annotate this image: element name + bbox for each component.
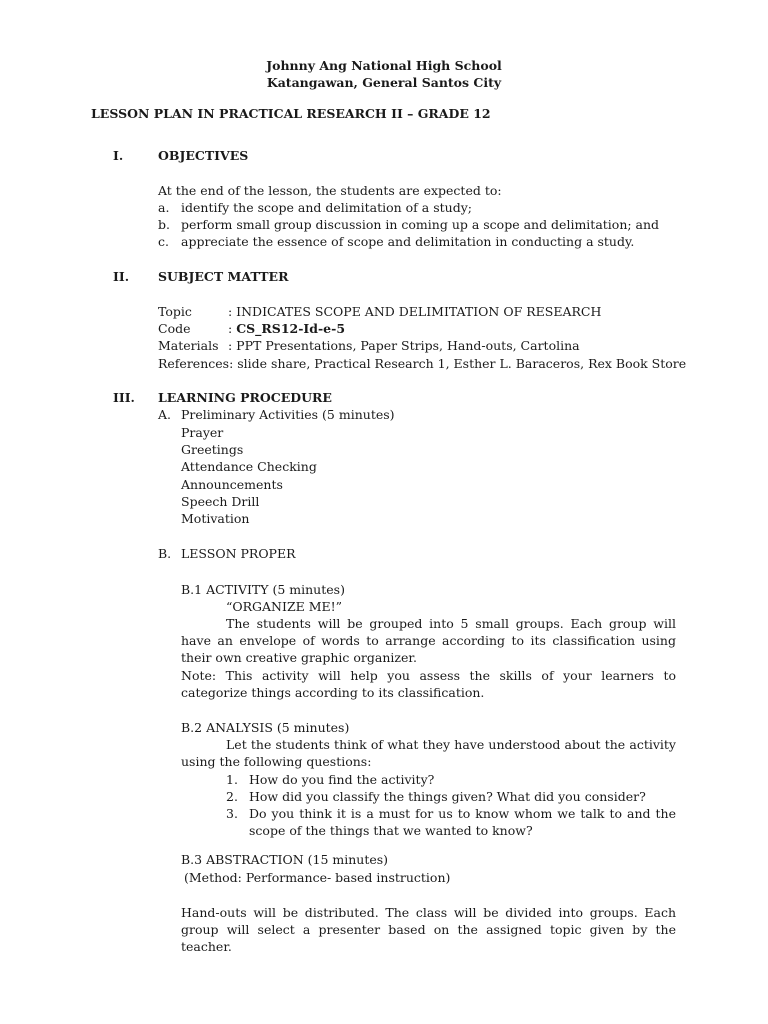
question-text: How did you classify the things given? What did you consider?: [249, 789, 646, 804]
preliminary-item: Announcements: [181, 477, 283, 492]
section-numeral-procedure: III.: [113, 390, 135, 405]
section-numeral-subject: II.: [113, 269, 130, 284]
section-numeral-objectives: I.: [113, 148, 124, 163]
code-value: CS_RS12-Id-e-5: [236, 321, 346, 336]
abstraction-method: (Method: Performance- based instruction): [184, 870, 451, 885]
school-name: Johnny Ang National High School: [266, 58, 502, 73]
objective-letter: c.: [158, 234, 169, 249]
question-number: 1.: [226, 772, 238, 787]
analysis-title: B.2 ANALYSIS (5 minutes): [181, 720, 350, 735]
objective-text: appreciate the essence of scope and delimitation in conducting a study.: [181, 234, 635, 249]
section-heading-subject: SUBJECT MATTER: [158, 269, 289, 284]
objective-text: perform small group discussion in coming up a scope and delimitation; and: [181, 217, 660, 232]
analysis-paragraph: Let the students think of what they have understood about the activity using the following questions:: [181, 737, 676, 769]
section-heading-objectives: OBJECTIVES: [158, 148, 249, 163]
preliminary-item: Greetings: [181, 442, 244, 457]
preliminary-item: Attendance Checking: [181, 459, 317, 474]
code-value-line: [228, 320, 345, 337]
objective-letter: a.: [158, 200, 170, 215]
subsection-letter: A.: [158, 407, 172, 422]
document-title: LESSON PLAN IN PRACTICAL RESEARCH II – GRADE 12: [91, 106, 491, 121]
section-heading-procedure: LEARNING PROCEDURE: [158, 390, 332, 405]
preliminary-item: Motivation: [181, 511, 250, 526]
activity-note: Note: This activity will help you assess the skills of your learners to categorize things according to its classification.: [181, 668, 676, 700]
preliminary-item: Speech Drill: [181, 494, 260, 509]
topic-value: : INDICATES SCOPE AND DELIMITATION OF RESEARCH: [228, 304, 602, 319]
question-text: How do you find the activity?: [249, 772, 435, 787]
activity-title: B.1 ACTIVITY (5 minutes): [181, 582, 345, 597]
abstraction-title: B.3 ABSTRACTION (15 minutes): [181, 852, 389, 867]
question-number: 2.: [226, 789, 238, 804]
objective-letter: b.: [158, 217, 170, 232]
lesson-proper-title: LESSON PROPER: [181, 546, 296, 561]
activity-quote: “ORGANIZE ME!”: [226, 599, 343, 614]
references: References: slide share, Practical Research 1, Esther L. Baraceros, Rex Book Store: [158, 356, 687, 371]
question-number: 3.: [226, 806, 238, 821]
code-colon: :: [228, 321, 237, 336]
preliminary-title: Preliminary Activities (5 minutes): [181, 407, 395, 422]
objective-text: identify the scope and delimitation of a study;: [181, 200, 472, 215]
abstraction-paragraph: Hand-outs will be distributed. The class will be divided into groups. Each group will select a presenter based on the assigned topic given by the teacher.: [181, 905, 676, 954]
school-location: Katangawan, General Santos City: [266, 75, 502, 90]
question-text: Do you think it is a must for us to know whom we talk to and the scope of the things that we wanted to know?: [249, 806, 676, 838]
subsection-letter: B.: [158, 546, 172, 561]
materials-label: Materials: [158, 338, 219, 353]
materials-value: : PPT Presentations, Paper Strips, Hand-outs, Cartolina: [228, 338, 580, 353]
preliminary-item: Prayer: [181, 425, 224, 440]
objectives-intro: At the end of the lesson, the students are expected to:: [158, 183, 502, 198]
topic-label: Topic: [158, 304, 192, 319]
activity-paragraph: The students will be grouped into 5 small groups. Each group will have an envelope of words to arrange according to its classification using their own creative graphic organizer.: [181, 616, 676, 665]
code-label: Code: [158, 321, 191, 336]
